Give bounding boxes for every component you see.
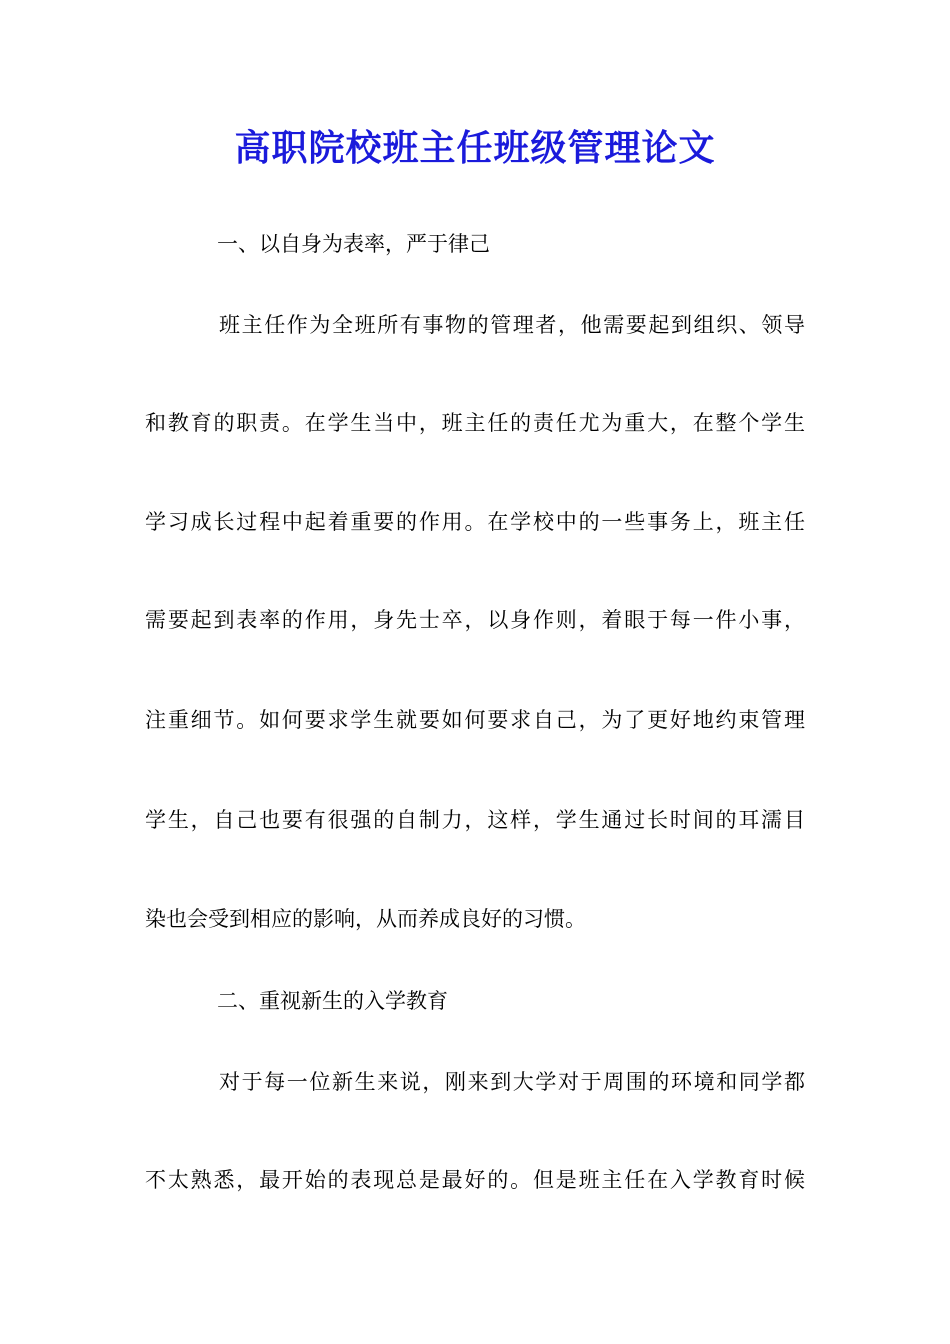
section-heading-2: 二、重视新生的入学教育 [217,989,448,1013]
paragraph-line: 不太熟悉，最开始的表现总是最好的。但是班主任在入学教育时候 [145,1168,805,1192]
paragraph-line: 班主任作为全班所有事物的管理者，他需要起到组织、领导 [219,313,805,337]
paragraph-line: 需要起到表率的作用，身先士卒，以身作则，着眼于每一件小事， [145,608,805,632]
paragraph-line: 学习成长过程中起着重要的作用。在学校中的一些事务上，班主任 [145,510,805,534]
paragraph-line: 注重细节。如何要求学生就要如何要求自己，为了更好地约束管理 [145,708,805,732]
paragraph-line: 染也会受到相应的影响，从而养成良好的习惯。 [145,907,586,931]
page-title: 高职院校班主任班级管理论文 [234,127,716,169]
paragraph-line: 学生，自己也要有很强的自制力，这样，学生通过长时间的耳濡目 [145,808,805,832]
paragraph-line: 对于每一位新生来说，刚来到大学对于周围的环境和同学都 [219,1070,805,1094]
section-heading-1: 一、以自身为表率，严于律己 [217,232,490,256]
paragraph-line: 和教育的职责。在学生当中，班主任的责任尤为重大，在整个学生 [145,411,805,435]
